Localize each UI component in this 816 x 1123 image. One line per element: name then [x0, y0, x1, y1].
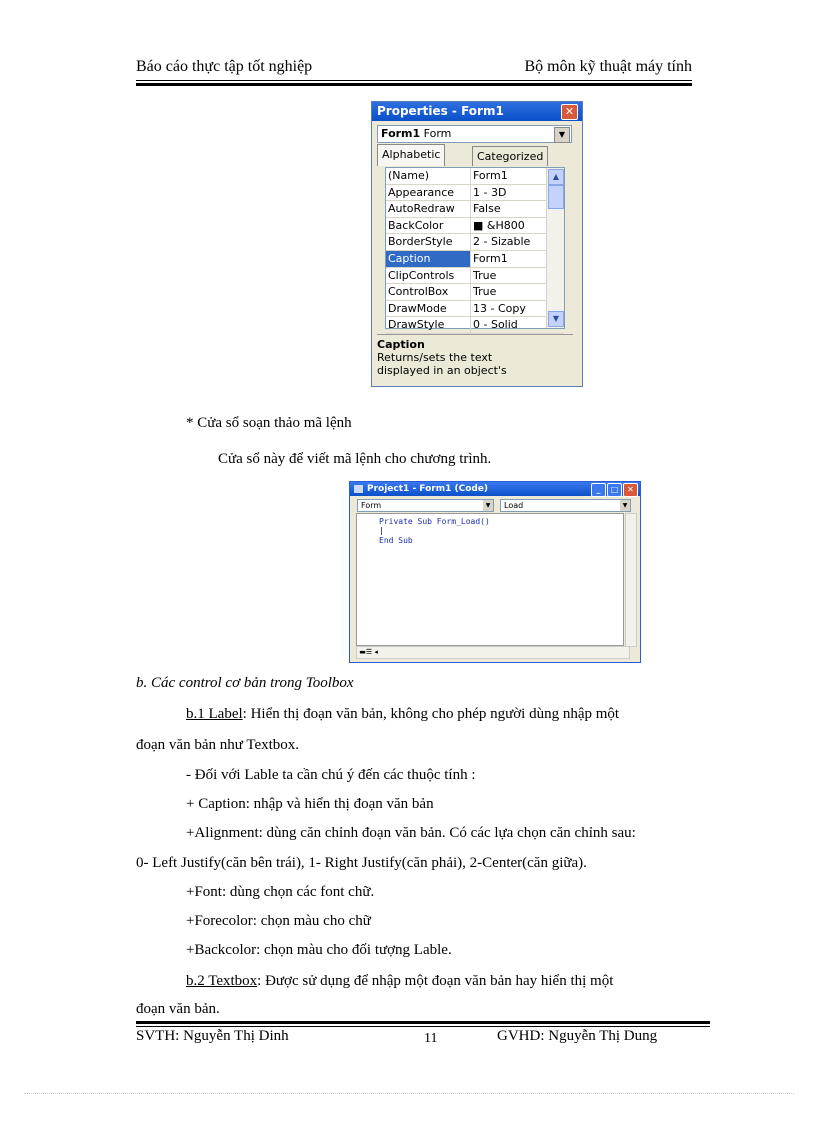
property-name: DrawStyle: [386, 317, 471, 333]
paragraph: Cửa sổ này để viết mã lệnh cho chương trình.: [218, 451, 492, 467]
object-selector[interactable]: [377, 125, 572, 143]
paragraph: [186, 706, 720, 723]
property-row[interactable]: [386, 284, 564, 301]
property-name: (Name): [386, 168, 471, 184]
list-item: +Alignment: dùng căn chỉnh đoạn văn bản. Có các lựa chọn căn chỉnh sau:: [186, 825, 636, 841]
property-row[interactable]: [386, 234, 564, 251]
property-description: [377, 334, 573, 385]
object-name: Form1: [381, 127, 421, 140]
property-row[interactable]: [386, 218, 564, 235]
property-name: ControlBox: [386, 284, 471, 300]
list-item: +Font: dùng chọn các font chữ.: [186, 884, 375, 900]
code-window-title: Project1 - Form1 (Code): [367, 484, 489, 494]
property-name: BorderStyle: [386, 234, 471, 250]
section-heading: b. Các control cơ bản trong Toolbox: [136, 675, 354, 691]
scroll-up-icon[interactable]: ▲: [548, 169, 564, 185]
property-row[interactable]: [386, 317, 564, 334]
code-window-title-bar: [350, 482, 640, 496]
properties-title: Properties - Form1: [377, 104, 504, 118]
description-line: displayed in an object's: [377, 364, 507, 377]
description-line: Returns/sets the text: [377, 351, 493, 364]
tab-categorized[interactable]: Categorized: [472, 146, 548, 166]
procedure-combo-value: Load: [504, 501, 524, 510]
code-window-icon: [354, 485, 363, 493]
paragraph-text: : Được sử dụng để nhập một đoạn văn bản hay hiển thị một: [257, 973, 614, 989]
close-icon[interactable]: ✕: [561, 104, 578, 120]
paragraph-heading: * Cửa sổ soạn thảo mã lệnh: [186, 415, 352, 431]
object-combo[interactable]: [357, 499, 494, 512]
header-right: Bộ môn kỹ thuật máy tính: [524, 58, 692, 75]
code-line: Private Sub Form_Load(): [379, 517, 490, 526]
paragraph: đoạn văn bản như Textbox.: [136, 737, 300, 753]
paragraph-text: : Hiển thị đoạn văn bản, không cho phép người dùng nhập một: [242, 706, 620, 722]
property-value[interactable]: 0 - Solid: [473, 318, 518, 332]
subsection-heading: b.2 Textbox: [186, 973, 258, 989]
paragraph: - Đối với Lable ta cần chú ý đến các thuộc tính :: [186, 767, 476, 783]
scroll-down-icon[interactable]: ▼: [548, 311, 564, 327]
procedure-combo[interactable]: [500, 499, 631, 512]
property-row[interactable]: [386, 268, 564, 285]
footer-right: GVHD: Nguyễn Thị Dung: [497, 1028, 658, 1044]
minimize-icon[interactable]: _: [591, 483, 606, 497]
property-name: Caption: [386, 251, 471, 267]
property-grid: [385, 167, 565, 332]
properties-window: [371, 101, 583, 387]
subsection-heading: b.1 Label: [186, 706, 243, 722]
list-item: +Forecolor: chọn màu cho chữ: [186, 913, 371, 929]
property-value[interactable]: Form1: [473, 169, 508, 182]
object-type: Form: [423, 127, 452, 140]
property-row[interactable]: [386, 251, 564, 268]
properties-title-bar: [372, 102, 582, 121]
list-item: 0- Left Justify(căn bên trái), 1- Right Justify(căn phải), 2-Center(căn giữa).: [136, 855, 587, 871]
horizontal-scrollbar[interactable]: ▬☰ ◂: [356, 646, 630, 659]
maximize-icon[interactable]: □: [607, 483, 622, 497]
property-name: BackColor: [386, 218, 471, 234]
code-window: [349, 481, 641, 663]
close-icon[interactable]: ✕: [623, 483, 638, 497]
property-value[interactable]: 1 - 3D: [473, 185, 507, 199]
footer-left: SVTH: Nguyễn Thị Dinh: [136, 1028, 289, 1044]
property-name: AutoRedraw: [386, 201, 471, 217]
footer-rule-thick: [136, 1021, 710, 1024]
chevron-down-icon[interactable]: ▼: [620, 500, 630, 511]
tab-alphabetic[interactable]: Alphabetic: [377, 144, 445, 166]
property-row[interactable]: [386, 201, 564, 218]
property-name: DrawMode: [386, 301, 471, 317]
property-row[interactable]: [386, 185, 564, 202]
description-title: Caption: [377, 338, 425, 351]
code-editor[interactable]: [356, 513, 624, 646]
code-line: End Sub: [379, 536, 413, 545]
property-grid-scrollbar[interactable]: [546, 168, 564, 328]
property-value[interactable]: ■ &H800: [473, 218, 525, 232]
property-value[interactable]: True: [473, 285, 497, 299]
property-row[interactable]: [386, 301, 564, 318]
page-edge-divider: [24, 1093, 794, 1094]
property-value[interactable]: Form1: [473, 251, 508, 265]
list-item: +Backcolor: chọn màu cho đối tượng Lable.: [186, 942, 452, 958]
property-row[interactable]: [386, 168, 564, 185]
footer-rule: [136, 1026, 710, 1027]
paragraph: đoạn văn bản.: [136, 1001, 220, 1017]
property-value[interactable]: True: [473, 268, 497, 282]
vertical-scrollbar[interactable]: [625, 513, 637, 647]
page-number: 11: [424, 1031, 438, 1046]
text-cursor: |: [379, 526, 384, 535]
property-value[interactable]: 13 - Copy: [473, 301, 526, 315]
property-name: ClipControls: [386, 268, 471, 284]
property-name: Appearance: [386, 185, 471, 201]
header-rule-thick: [136, 83, 692, 86]
chevron-down-icon[interactable]: ▼: [554, 127, 570, 143]
list-item: + Caption: nhập và hiển thị đoạn văn bản: [186, 796, 434, 812]
property-value[interactable]: False: [473, 202, 501, 216]
header-left: Báo cáo thực tập tốt nghiệp: [136, 58, 313, 75]
property-value[interactable]: 2 - Sizable: [473, 235, 531, 249]
header-rule: [136, 80, 692, 81]
chevron-down-icon[interactable]: ▼: [483, 500, 493, 511]
paragraph: [186, 973, 613, 990]
scroll-thumb[interactable]: [548, 185, 564, 209]
object-combo-value: Form: [361, 501, 382, 510]
